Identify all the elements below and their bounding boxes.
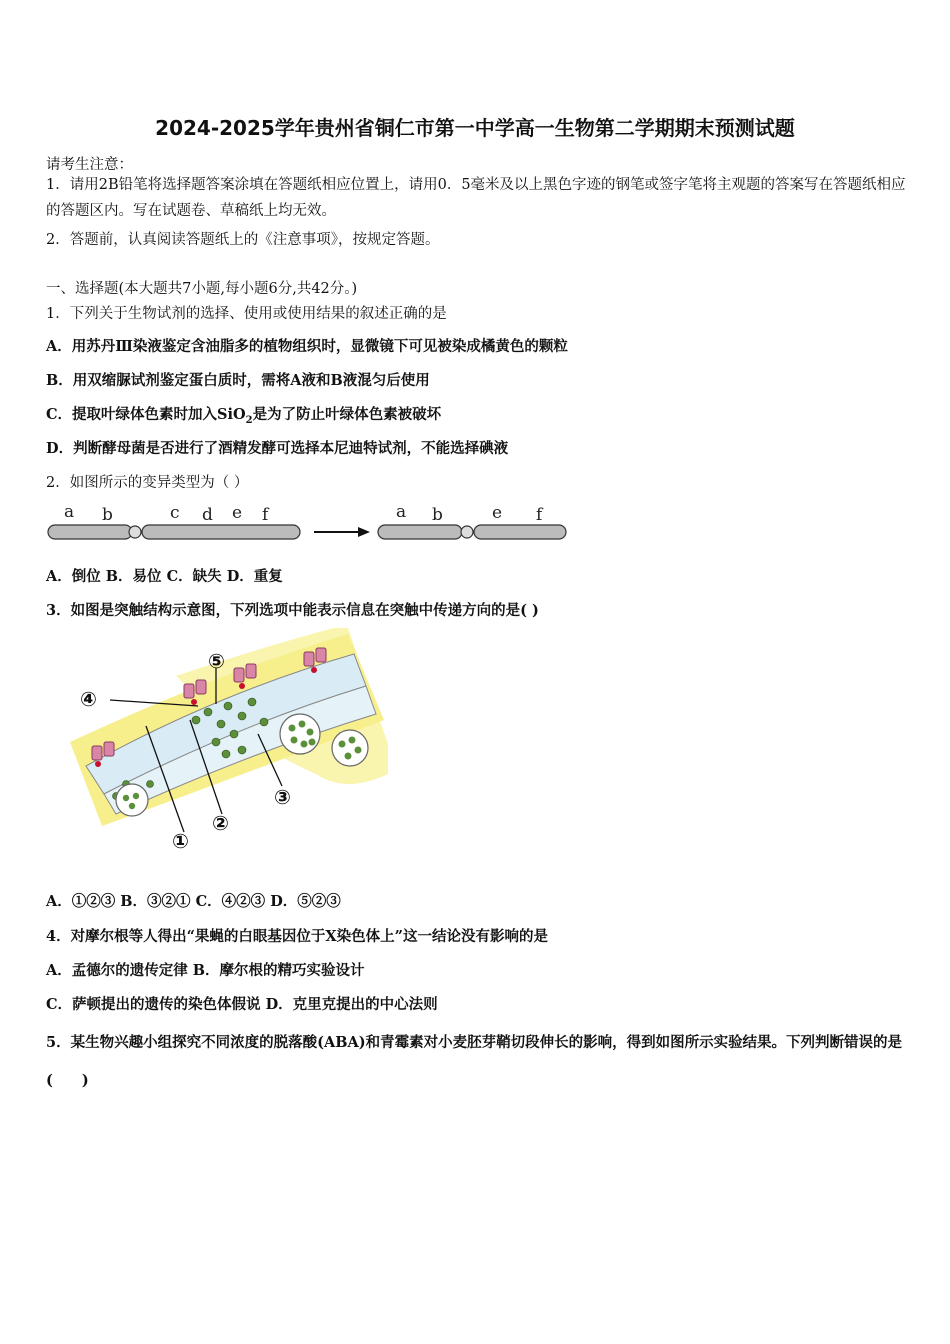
q1-stem: 1．下列关于生物试剂的选择、使用或使用结果的叙述正确的是 [46,306,447,322]
q1-option-c-sub: 2 [245,414,253,426]
gene-label-right: a [396,502,407,522]
page-title: 2024-2025学年贵州省铜仁市第一中学高一生物第二学期期末预测试题 [155,116,795,140]
gene-label-left: c [170,503,180,523]
chromosome-right-arm-2 [474,525,566,539]
label-3: ③ [274,785,291,809]
notice-item-2: 2．答题前，认真阅读答题纸上的《注意事项》，按规定答题。 [46,232,440,248]
label-1: ① [172,829,189,853]
q2-stem: 2．如图所示的变异类型为（ ） [46,475,249,491]
label-2: ② [212,811,229,835]
chromosome-diagram [44,500,574,546]
q1-option-a: A．用苏丹Ⅲ染液鉴定含油脂多的植物组织时，显微镜下可见被染成橘黄色的颗粒 [46,338,568,355]
q1-option-d: D．判断酵母菌是否进行了酒精发酵可选择本尼迪特试剂，不能选择碘液 [46,440,509,457]
arrow-head [358,527,370,537]
q5-stem: 5．某生物兴趣小组探究不同浓度的脱落酸(ABA)和青霉素对小麦胚芽鞘切段伸长的影响，得到如图所示实验结果。下列判断错误的是( ) [46,1034,903,1089]
q4-options-cd: C．萨顿提出的遗传的染色体假说 D．克里克提出的中心法则 [46,996,438,1013]
gene-label-left: d [202,505,213,525]
q3-stem: 3．如图是突触结构示意图，下列选项中能表示信息在突触中传递方向的是( ) [46,602,539,619]
centromere-right [461,526,473,538]
q4-stem: 4．对摩尔根等人得出“果蝇的白眼基因位于X染色体上”这一结论没有影响的是 [46,928,549,945]
notice-heading: 请考生注意： [46,157,133,173]
q1-option-b: B．用双缩脲试剂鉴定蛋白质时，需将A液和B液混匀后使用 [46,372,430,389]
q1-option-c [46,403,441,426]
gene-label-right: b [432,505,443,525]
notice-item-1: 1．请用2B铅笔将选择题答案涂填在答题纸相应位置上，请用0．5毫米及以上黑色字迹的钢笔或签字笔将主观题的答案写在答题纸相应的答题区内。写在试题卷、草稿纸上均无效。 [46,177,906,219]
q3-options: A．①②③ B．③②① C．④②③ D．⑤②③ [46,893,341,910]
q1-option-c-pre: C．提取叶绿体色素时加入SiO [46,406,246,423]
gene-label-left: a [64,502,75,522]
chromosome-right-arm-1 [378,525,462,539]
synapse-diagram [66,624,390,856]
chromosome-left-arm-1 [48,525,132,539]
gene-label-right: f [536,505,543,525]
chromosome-left-arm-2 [142,525,300,539]
label-4: ④ [80,687,97,711]
q2-options: A．倒位 B．易位 C．缺失 D．重复 [46,568,283,585]
gene-label-left: e [232,503,243,523]
section-heading: 一、选择题(本大题共7小题,每小题6分,共42分。) [46,281,358,297]
q4-options-ab: A．孟德尔的遗传定律 B．摩尔根的精巧实验设计 [46,962,365,979]
label-5: ⑤ [208,649,225,673]
gene-label-right: e [492,503,503,523]
q1-option-c-post: 是为了防止叶绿体色素被破坏 [252,406,442,423]
centromere-left [129,526,141,538]
gene-label-left: f [262,505,269,525]
gene-label-left: b [102,505,113,525]
